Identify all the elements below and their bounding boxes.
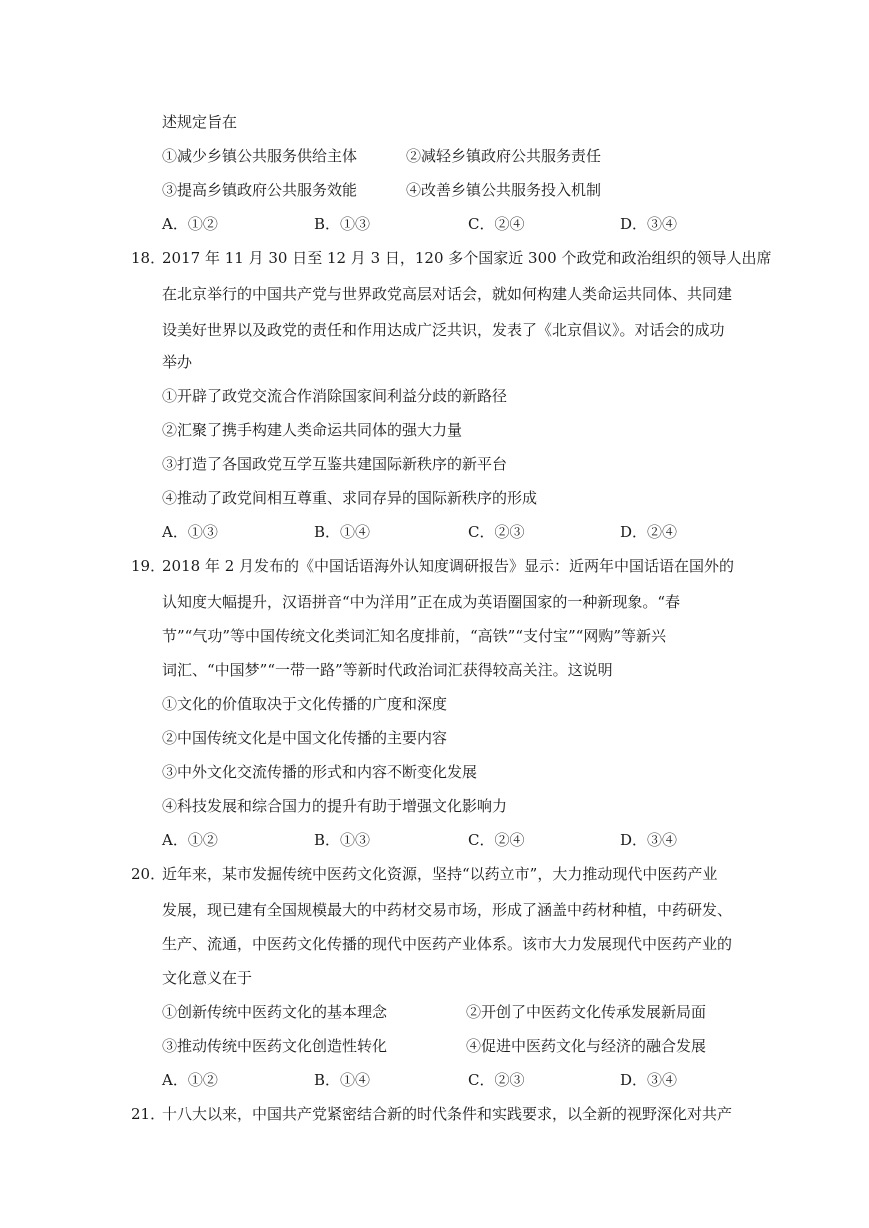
q20-stem-line-3: 生产、流通，中医药文化传播的现代中医药产业体系。该市大力发展现代中医药产业的 [162, 935, 733, 953]
q19-item-2: ②中国传统文化是中国文化传播的主要内容 [162, 729, 448, 747]
q18-number: 18． [131, 249, 166, 267]
q17-options [162, 214, 762, 234]
q20-option-c[interactable]: C．②③ [468, 1071, 525, 1089]
q17-item-4: ④改善乡镇公共服务投入机制 [406, 181, 602, 199]
q20-item-2: ②开创了中医药文化传承发展新局面 [466, 1003, 707, 1021]
q18-options [162, 522, 762, 542]
q17-option-d[interactable]: D．③④ [620, 215, 678, 233]
q19-stem-line-2: 认知度大幅提升，汉语拼音“中为洋用”正在成为英语圈国家的一种新现象。“春 [162, 593, 681, 611]
q18-option-c[interactable]: C．②③ [468, 523, 525, 541]
q20-options [162, 1070, 762, 1090]
q18-option-b[interactable]: B．①④ [314, 523, 371, 541]
q17-option-b[interactable]: B．①③ [314, 215, 371, 233]
q20-stem-line-1: 近年来，某市发掘传统中医药文化资源，坚持“以药立市”，大力推动现代中医药产业 [162, 865, 718, 883]
q19-stem-line-1: 2018 年 2 月发布的《中国话语海外认知度调研报告》显示：近两年中国话语在国外的 [162, 557, 735, 575]
q19-option-c[interactable]: C．②④ [468, 831, 525, 849]
q17-item-2: ②减轻乡镇政府公共服务责任 [406, 147, 602, 165]
q20-option-d[interactable]: D．③④ [620, 1071, 678, 1089]
q18-option-d[interactable]: D．②④ [620, 523, 678, 541]
q20-number: 20． [131, 865, 166, 883]
q19-stem-line-3: 节”“气功”等中国传统文化类词汇知名度排前，“高铁”“支付宝”“网购”等新兴 [162, 627, 667, 645]
q18-option-a[interactable]: A．①③ [162, 523, 218, 541]
q19-item-1: ①文化的价值取决于文化传播的广度和深度 [162, 695, 448, 713]
q19-option-b[interactable]: B．①③ [314, 831, 371, 849]
q17-option-a[interactable]: A．①② [162, 215, 218, 233]
q20-option-b[interactable]: B．①④ [314, 1071, 371, 1089]
q20-stem-line-2: 发展，现已建有全国规模最大的中药材交易市场，形成了涵盖中药材种植，中药研发、 [162, 901, 733, 919]
q19-option-a[interactable]: A．①② [162, 831, 218, 849]
q18-item-4: ④推动了政党间相互尊重、求同存异的国际新秩序的形成 [162, 489, 538, 507]
q20-item-4: ④促进中医药文化与经济的融合发展 [466, 1037, 707, 1055]
q18-item-1: ①开辟了政党交流合作消除国家间利益分歧的新路径 [162, 387, 508, 405]
q19-item-3: ③中外文化交流传播的形式和内容不断变化发展 [162, 763, 478, 781]
q19-stem-line-4: 词汇、“中国梦”“一带一路”等新时代政治词汇获得较高关注。这说明 [162, 661, 613, 679]
q19-options [162, 830, 762, 850]
q17-item-3: ③提高乡镇政府公共服务效能 [162, 181, 358, 199]
q19-option-d[interactable]: D．③④ [620, 831, 678, 849]
q20-option-a[interactable]: A．①② [162, 1071, 218, 1089]
q17-stem-tail: 述规定旨在 [162, 113, 238, 131]
q18-stem-line-3: 设美好世界以及政党的责任和作用达成广泛共识，发表了《北京倡议》。对话会的成功 [162, 321, 725, 339]
q18-stem-line-4: 举办 [162, 353, 193, 371]
q17-item-1: ①减少乡镇公共服务供给主体 [162, 147, 358, 165]
q20-stem-line-4: 文化意义在于 [162, 969, 253, 987]
q19-number: 19． [131, 557, 166, 575]
q19-item-4: ④科技发展和综合国力的提升有助于增强文化影响力 [162, 797, 508, 815]
q17-option-c[interactable]: C．②④ [468, 215, 525, 233]
q21-stem-line-1: 十八大以来，中国共产党紧密结合新的时代条件和实践要求，以全新的视野深化对共产 [162, 1105, 733, 1123]
q21-number: 21． [131, 1105, 166, 1123]
q20-item-1: ①创新传统中医药文化的基本理念 [162, 1003, 388, 1021]
q20-item-3: ③推动传统中医药文化创造性转化 [162, 1037, 388, 1055]
q18-stem-line-2: 在北京举行的中国共产党与世界政党高层对话会，就如何构建人类命运共同体、共同建 [162, 285, 733, 303]
q18-stem-line-1: 2017 年 11 月 30 日至 12 月 3 日，120 多个国家近 300 个政党和政治组织的领导人出席 [162, 249, 772, 267]
q18-item-3: ③打造了各国政党互学互鉴共建国际新秩序的新平台 [162, 455, 508, 473]
q18-item-2: ②汇聚了携手构建人类命运共同体的强大力量 [162, 421, 463, 439]
